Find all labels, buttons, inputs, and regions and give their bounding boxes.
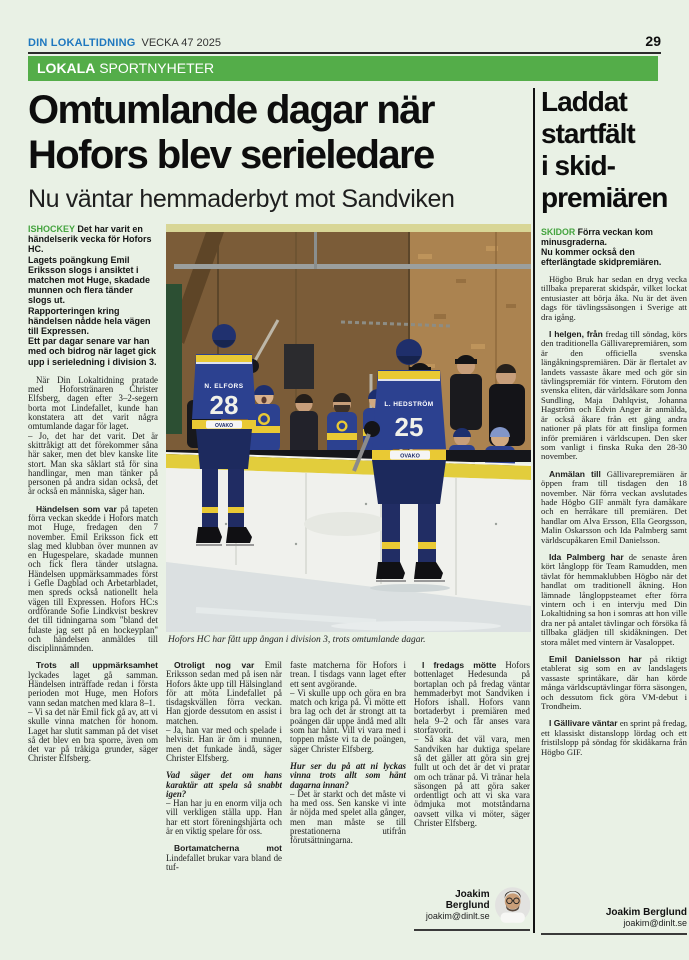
lead-paragraph: ISHOCKEY Det har varit en händelserik vecka för Hofors HC.	[28, 224, 152, 255]
quote-paragraph: – Vi skulle upp och göra en bra match och kriga på. Vi mötte ett bra lag och det är strongt att ta poängen där uppe ändå med allt som har hänt. Vill vi vara med i toppen måste vi ta de poängen, säger Christer Elfsberg.	[290, 687, 406, 754]
lead-paragraph: Rapporteringen kring händelsen nådde hela vägen till Expressen.	[28, 305, 151, 337]
sidebar-article	[541, 86, 687, 935]
body-paragraph: Händelsen som var på tapeten förra veckan skedde i Hofors match mot Huge, fredagen den 7 november. Emil Eriksson fick ett slag med klubban över munnen av en Hugespelare, skadade munnen och fick flera tänder utslagna. Händelsen uppmärksammades först i Gefle Dagblad och Arbetarbladet, men spreds också nationellt hela vägen till Expressen. Hofors HC:s ordförande Sofie Lindkvist beskrev det till tidningarna som "bland det fulaste jag sett på en hockeyplan" och händelsen anmäldes till disciplinnämnden.	[28, 503, 158, 654]
body-paragraph: I helgen, från fredag till söndag, körs den traditionella Gällivarepremiären, som är den officiella svenska längåkningspremiären. Där är flertalet av landets vassaste åkare med och gör sin tävlingspremiär för vintern. Förutom den svenska eliten, där världsåkare som Jonna Sundling, Maja Dahlqvist, Johanna Hagström och Edvin Anger är anmälda, är också åkare från ett gäng andra nationer på plats för att finslipa formen inför premiären i världscupen. Den sker som vanligt i finska Ruka den 28-30 november.	[541, 329, 687, 462]
lead-paragraph: Ett par dagar senare var han med och bidrog när laget gick upp i serieledning i division 3.	[28, 336, 157, 367]
article-lead	[28, 224, 158, 367]
lead-paragraph: SKIDOR Förra veckan kom minusgraderna.	[541, 227, 653, 247]
page-number: 29	[645, 33, 661, 49]
quote-paragraph: – Ja, han var med och spelade i helvisir. Han är öm i munnen, men det funkade ändå, säger Christer Elfsberg.	[166, 725, 282, 763]
main-headline: Omtumlande dagar när Hofors blev serieledare	[28, 88, 434, 177]
body-paragraph: Emil Danielsson har på riktigt etablerat sig som en av landslagets vassaste sprintåkare, där han körde många världscuptävlingar förra säsongen, och dessutom fick göra VM-debut i Trondheim.	[541, 654, 687, 712]
body-paragraph: Ida Palmberg har de senaste åren kört långlopp för Team Ramudden, men tävlat för hemmaklubben Högbo när det handlat om traditionell åkning. Hon lämnade långloppsteamet efter förra vintern och i en intervju med Din Lokaltidning sa hon i somras att hon ville dra ner på antalet tävlingar och försöka få tillbaka glädjen till skidåkningen. Det stora målet med vintern är Vasaloppet.	[541, 551, 687, 647]
interview-question: Hur ser du på att ni lyckas vinna trots allt som hänt dagarna innan?	[290, 760, 406, 790]
jersey-name-left: N. ELFORS	[204, 383, 244, 390]
jersey-name-right: L. HEDSTRÖM	[384, 401, 434, 408]
author-email: joakim@dinlt.se	[425, 911, 490, 921]
body-paragraph: Otroligt nog var Emil Eriksson sedan med på isen när Hofors åkte upp till Hälsingland för att möta Lindefallet på tisdagskvällen förra veckan. Han gjorde dessutom en assist i matchen.	[166, 661, 282, 726]
sidebar-headline: Laddat startfält i skid- premiären	[541, 86, 668, 213]
article-column-1	[28, 224, 158, 932]
article-body	[28, 224, 531, 932]
column-divider	[533, 88, 535, 933]
author-name: Joakim Berglund	[605, 907, 687, 918]
body-paragraph: Anmälan till Gällivarepremiären är öppen fram till tisdagen den 18 november. När förra veckan avslutades hade Högbo GIF anmält fyra damåkare och en herråkare till premiären. Det handlar om Alva Ersson, Ella Georgsson, Malin Oskarsson och Ida Palmberg samt världscupåkaren Emil Danielsson.	[541, 468, 687, 545]
author-name: Joakim Berglund	[445, 889, 490, 911]
lead-paragraph: Lagets poängkung Emil Eriksson slogs i ansiktet i matchen mot Huge, skadade munnen och flera tänder slogs ut.	[28, 254, 151, 306]
sidebar-body	[541, 275, 687, 901]
lead-paragraph: Nu kommer också den efterlängtade skidpremiären.	[541, 247, 662, 267]
column-1-text	[28, 376, 158, 764]
article-right-area	[166, 224, 531, 932]
hockey-team-photo	[166, 224, 531, 632]
section-banner	[28, 56, 658, 81]
main-subheadline: Nu väntar hemmaderbyt mot Sandviken	[28, 185, 455, 213]
jersey-number-left: 28	[209, 390, 239, 420]
author-email: joakim@dinlt.se	[623, 918, 687, 928]
sidebar-author-block	[541, 907, 687, 935]
body-paragraph: När Din Lokaltidning pratade med Hoforstränaren Christer Elfsberg, dagen efter 3–2-segern borta mot Lindefallet, kunde han konstatera att det varit några omtumlande dagar för laget.	[28, 374, 158, 432]
author-avatar	[495, 886, 530, 924]
jersey-sponsor-right: OVAKO	[400, 453, 420, 460]
article-column-3	[290, 661, 406, 931]
interview-question: Vad säger det om hans karaktär att spela så snabbt igen?	[166, 770, 282, 799]
main-article	[28, 88, 531, 932]
section-banner-bold: LOKALA	[37, 60, 96, 76]
quote-paragraph: – Så ska det väl vara, men Sandviken har duktiga spelare så det gäller att göra sin grej fullt ut och det är det vi pratar om och tränar på. Vi tränar hela säsongen på att göra saker ordentligt och att vi ska vara ödmjuka mot motståndarna oavsett vilka vi möter, säger Christer Elfsberg.	[414, 734, 530, 829]
jersey-number-right: 25	[394, 412, 424, 442]
body-paragraph: faste matcherna för Hofors i trean. I tisdags vann laget efter ett sent avgörande.	[290, 661, 406, 689]
main-author-block	[414, 886, 530, 931]
body-paragraph: Trots all uppmärksamhet lyckades laget gå samman. Händelsen inträffade redan i första perioden mot Huge, men Hofors vann sedan matchen med klara 8–1.	[28, 660, 158, 708]
body-paragraph: I Gällivare väntar en sprint på fredag, ett klassiskt distanslopp lördag och ett fristilslopp på söndag för skidåkarna från Högbo GIF.	[541, 718, 687, 757]
quote-paragraph: – Vi sa det när Emil fick gå av, att vi skulle vinna matchen för honom. Laget har slutit samman på det viset så det blev en bra sporre, även om det var på tråkiga grunder, säger Christer Elfsberg.	[28, 706, 158, 764]
body-paragraph: I fredags mötte Hofors bottenlaget Hedesunda på bortaplan och på fredag väntar hemmaderbyt mot Sandviken i Hofors ishall. Hofors vann bortaderbyt i premiären med hela 9–2 och får anses vara storfavorit.	[414, 661, 530, 736]
quote-paragraph: – Han har ju en enorm vilja och vill verkligen ställa upp. Han har ett stort föreningshjärta och är en viktig spelare för oss.	[166, 798, 282, 837]
page-header	[28, 33, 661, 54]
issue-week: VECKA 47 2025	[141, 37, 222, 49]
body-paragraph: Högbo Bruk har sedan en dryg vecka tillbaka preparerat skidspår, vilket lockat entusiaster att börja åka. Nu är det även dags för tävlingssäsongen i Sverige att dra igång.	[541, 275, 687, 322]
article-column-4	[414, 661, 530, 931]
photo-caption: Hofors HC har fått upp ångan i division 3, trots omtumlande dagar.	[168, 635, 426, 645]
section-banner-rest: SPORTNYHETER	[99, 60, 215, 76]
article-column-2	[166, 661, 282, 931]
article-columns-2-4	[166, 661, 531, 931]
quote-paragraph: – Jo, det har det varit. Det är skittråkigt att det förekommer såna här saker, men det blev kanske lite stort. Man ska såklart stå för sina handlingar, men man tänker på personen på andra sidan också, det är också en människa, säger han.	[28, 430, 158, 497]
paper-brand: DIN LOKALTIDNING	[28, 37, 136, 49]
jersey-sponsor-left: OVAKO	[215, 423, 233, 429]
sport-kicker: SKIDOR	[541, 227, 576, 237]
sport-kicker: ISHOCKEY	[28, 224, 75, 234]
body-paragraph: Bortamatcherna mot Lindefallet brukar vara bland de tuf-	[166, 843, 282, 872]
sidebar-lead	[541, 227, 687, 267]
quote-paragraph: – Det är starkt och det måste vi ha med oss. Sen kanske vi inte är nöjda med spelet alla gånger, men man måste se till prestationerna utifrån förutsättningarna.	[290, 788, 406, 846]
hockey-photo-illustration	[166, 224, 531, 632]
